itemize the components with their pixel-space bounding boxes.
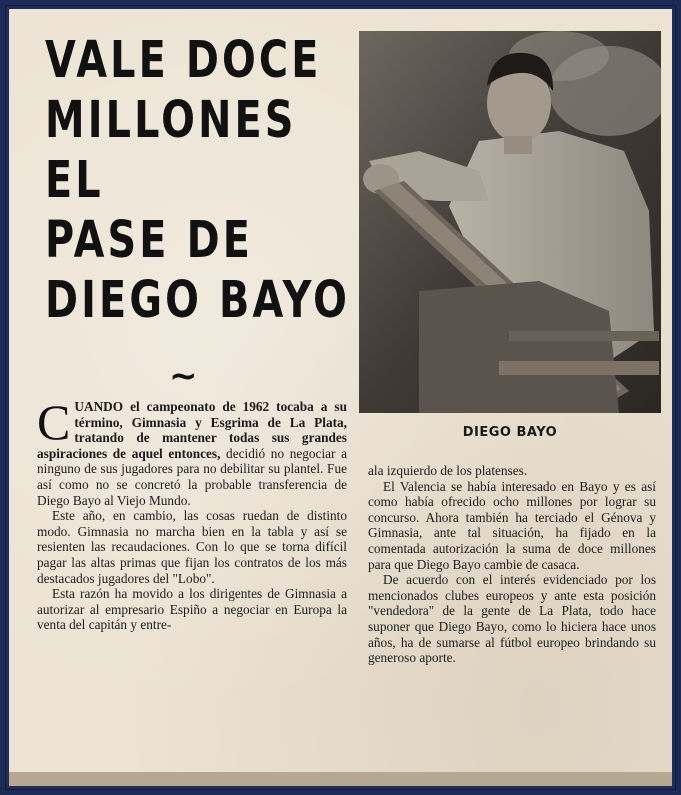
article-column-left xyxy=(37,394,347,633)
player-photo xyxy=(359,31,661,413)
article-text: decidió no negociar a ninguno de sus jugadores para no debilitar su plantel. Fue así como no se concretó la probable transferencia de Diego Bayo al Viejo Mundo. xyxy=(37,445,347,508)
photo-caption: DIEGO BAYO xyxy=(462,425,558,440)
article-paragraph: Esta razón ha movido a los dirigentes de Gimnasia a autorizar al empresario Espiño a negociar en Europa la venta del capitán y entre- xyxy=(37,586,347,633)
separator-ornament: ~ xyxy=(169,356,198,396)
headline-line: MILLONES EL xyxy=(45,91,297,210)
headline-line: DIEGO BAYO xyxy=(45,271,351,330)
article-paragraph xyxy=(37,394,347,508)
article-paragraph: El Valencia se había interesado en Bayo y es así como había ofrecido ocho millones por lograr su concurso. Ahora también ha terciado el Génova y Gimnasia, ante tal situación, ha fijado en la comentada autorización la suma de doce millones para que Diego Bayo cambie de casaca. xyxy=(368,478,656,572)
article-lead: UANDO el campeonato de 1962 tocaba a su término, Gimnasia y Esgrima de La Plata, tratando de mantener todas sus grandes aspiraciones de aquel entonces, xyxy=(37,399,347,461)
magazine-clipping xyxy=(9,9,672,786)
article-column-right xyxy=(368,463,656,666)
article-paragraph: Este año, en cambio, las cosas ruedan de distinto modo. Gimnasia no marcha bien en la tabla y así se resienten las recaudaciones. Con lo que se torna difícil pagar las altas primas que fijan los contratos de los más destacados jugadores del "Lobo". xyxy=(37,508,347,586)
page-bottom-edge xyxy=(9,772,672,786)
headline-line: PASE DE xyxy=(45,211,254,270)
article-paragraph: De acuerdo con el interés evidenciado por los mencionados clubes europeos y ante esta posición "vendedora" de la gente de La Plata, todo hace suponer que Diego Bayo, como lo hiciera hace unos años, ha de sumarse al fútbol europeo brindando su generoso aporte. xyxy=(368,572,656,666)
article-paragraph: ala izquierdo de los platenses. xyxy=(368,463,528,478)
headline-line: VALE DOCE xyxy=(45,31,322,90)
headline xyxy=(45,31,365,331)
player-photo-drawing xyxy=(359,31,661,413)
drop-cap: C xyxy=(37,394,71,450)
